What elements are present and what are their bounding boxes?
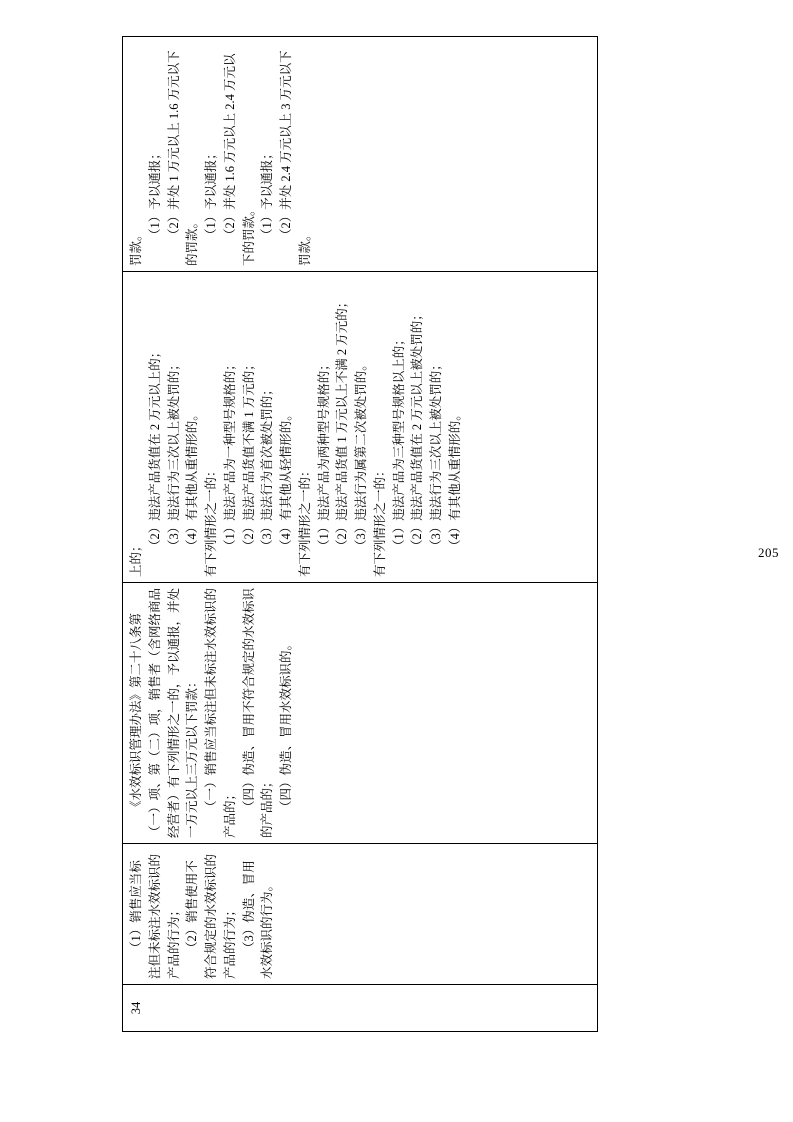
basis-paragraph-3: （四）伪造、冒用不符合规定的水效标识的产品的； — [241, 587, 275, 838]
detail-line-13: （3）违法行为属第二次被处罚的。 — [354, 358, 368, 552]
penalty-line-1: 罚款。 — [129, 228, 143, 266]
penalty-line-5: （2）并处 1.6 万元以上 2.4 万元以下的罚款。 — [222, 53, 256, 266]
detail-line-10: 有下列情形之一的： — [297, 464, 312, 577]
penalty-line-4: （1）予以通报； — [204, 147, 218, 241]
detail-line-11: （1）违法产品为两种型号规格的； — [316, 358, 331, 552]
detail-line-2: （2）违法产品货值在 2 万元以上的； — [147, 345, 162, 552]
rotated-table-inner — [122, 50, 598, 1032]
penalty-discretion-table — [122, 36, 598, 1032]
detail-line-8: （3）违法行为首次被处罚的； — [260, 383, 275, 552]
penalty-line-7: （2）并处 2.4 万元以上 3 万元以下罚款。 — [279, 50, 312, 266]
behavior-item-2: （2）销售使用不符合规定的水效标识的产品的行为； — [185, 853, 237, 979]
basis-paragraph-1: 《水效标识管理办法》第二十八条第（一）项、第（二）项，销售者（含网络商品经营者）有下列情形之一的，予以通报，并处一万元以上三万元以下罚款： — [129, 587, 200, 838]
penalty-line-6: （1）予以通报； — [260, 147, 275, 241]
detail-line-4: （4）有其他从重情形的。 — [185, 408, 200, 552]
detail-line-9: （4）有其他从轻情形的。 — [279, 408, 293, 552]
behavior-item-1: （1）销售应当标注但未标注水效标识的产品的行为； — [129, 853, 181, 979]
cell-row-number: 34 — [123, 985, 598, 1032]
basis-paragraph-2: （一）销售应当标注但未标注水效标识的产品的； — [204, 587, 237, 838]
detail-line-7: （2）违法产品货值不满 1 万元的； — [241, 358, 256, 552]
detail-line-1: 上的； — [129, 539, 143, 577]
detail-line-16: （2）违法产品货值在 2 万元以上被处罚的； — [410, 308, 425, 552]
page-number: 205 — [758, 545, 779, 560]
detail-line-14: 有下列情形之一的： — [372, 464, 387, 577]
penalty-line-3: （2）并处 1 万元以上 1.6 万元以下的罚款。 — [166, 50, 200, 266]
detail-line-15: （1）违法产品为三种型号规格以上的； — [391, 333, 406, 552]
rotated-table-wrapper — [122, 50, 598, 1032]
table-row — [123, 37, 598, 1032]
behavior-item-3: （3）伪造、冒用水效标识的行为。 — [241, 860, 275, 979]
detail-line-3: （3）违法行为三次以上被处罚的； — [166, 358, 181, 552]
cell-legal-basis — [123, 583, 598, 844]
cell-discretion-criteria — [123, 272, 598, 583]
cell-illegal-behavior — [123, 844, 598, 985]
cell-penalty-standard — [123, 37, 598, 272]
detail-line-5: 有下列情形之一的： — [204, 464, 218, 577]
detail-line-18: （4）有其他从重情形的。 — [447, 408, 462, 552]
detail-line-12: （2）违法产品货值 1 万元以上不满 2 万元的； — [335, 295, 350, 552]
detail-line-6: （1）违法产品为一种型号规格的； — [222, 358, 237, 552]
basis-paragraph-4: （四）伪造、冒用水效标识的。 — [279, 637, 293, 813]
detail-line-17: （3）违法行为三次以上被处罚的； — [429, 358, 443, 552]
penalty-line-2: （1）予以通报； — [147, 147, 162, 241]
